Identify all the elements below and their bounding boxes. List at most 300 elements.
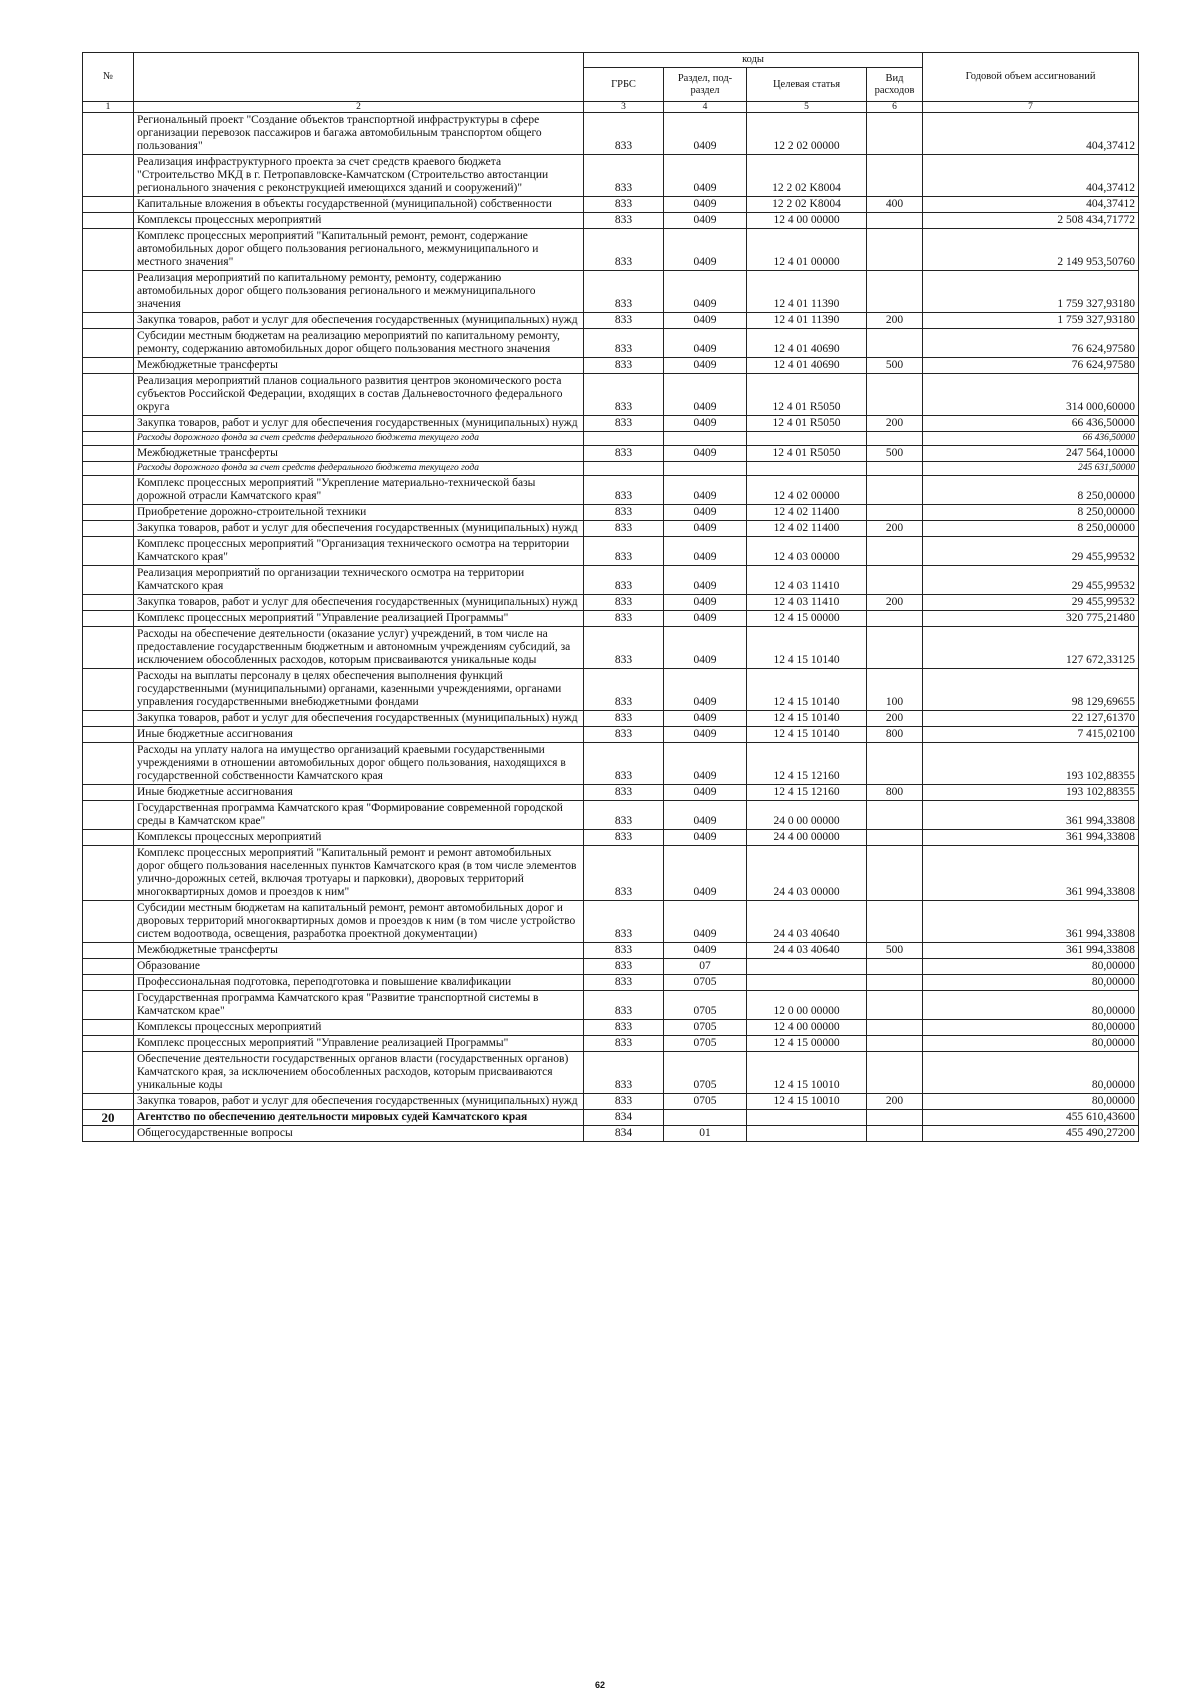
table-row [83, 785, 1139, 801]
grbs-code-cell: 834 [584, 1110, 664, 1126]
table-row [83, 595, 1139, 611]
target-article-cell: 12 2 02 K8004 [747, 197, 867, 213]
grbs-code-cell: 833 [584, 358, 664, 374]
expense-name-cell: Реализация мероприятий планов социального развития центров экономического роста субъектов Российской Федерации, входящих в состав Дальневосточного федерального округа [134, 374, 584, 416]
grbs-code-cell: 833 [584, 669, 664, 711]
annual-volume-cell: 8 250,00000 [923, 505, 1139, 521]
row-number-cell [83, 1052, 134, 1094]
section-code-cell: 01 [664, 1126, 747, 1142]
grbs-code-cell: 833 [584, 627, 664, 669]
expense-name-cell: Реализация мероприятий по капитальному ремонту, ремонту, содержанию автомобильных дорог общего пользования регионального и межмуниципального значения [134, 271, 584, 313]
header-num-3: 3 [584, 102, 664, 113]
expense-name-cell: Межбюджетные трансферты [134, 943, 584, 959]
expense-name-cell: Комплекс процессных мероприятий "Управление реализацией Программы" [134, 1036, 584, 1052]
expense-name-cell: Субсидии местным бюджетам на реализацию мероприятий по капитальному ремонту, ремонту, содержанию автомобильных дорог общего пользования местного значения [134, 329, 584, 358]
expense-name-cell: Закупка товаров, работ и услуг для обеспечения государственных (муниципальных) нужд [134, 313, 584, 329]
expense-kind-cell [867, 329, 923, 358]
section-code-cell: 0409 [664, 113, 747, 155]
grbs-code-cell: 833 [584, 595, 664, 611]
annual-volume-cell: 29 455,99532 [923, 595, 1139, 611]
target-article-cell: 12 0 00 00000 [747, 991, 867, 1020]
row-number-cell [83, 521, 134, 537]
target-article-cell: 12 4 15 12160 [747, 785, 867, 801]
section-code-cell: 0409 [664, 627, 747, 669]
row-number-cell [83, 229, 134, 271]
expense-kind-cell: 200 [867, 521, 923, 537]
row-number-cell [83, 611, 134, 627]
target-article-cell: 12 4 01 40690 [747, 329, 867, 358]
target-article-cell: 24 4 03 40640 [747, 901, 867, 943]
expense-name-cell: Комплекс процессных мероприятий "Управление реализацией Программы" [134, 611, 584, 627]
annual-volume-cell: 1 759 327,93180 [923, 271, 1139, 313]
expense-name-cell: Реализация мероприятий по организации технического осмотра на территории Камчатского края [134, 566, 584, 595]
expense-name-cell: Образование [134, 959, 584, 975]
expense-name-cell: Реализация инфраструктурного проекта за счет средств краевого бюджета "Строительство МКД в г. Петропавловске-Камчатском (Строительство автостанции регионального значения с реконструкцией имеющихся зданий и сооружений)" [134, 155, 584, 197]
target-article-cell [747, 1110, 867, 1126]
target-article-cell: 24 4 03 40640 [747, 943, 867, 959]
section-code-cell: 0409 [664, 374, 747, 416]
header-grbs: ГРБС [584, 68, 664, 102]
table-row [83, 446, 1139, 462]
annual-volume-cell: 8 250,00000 [923, 521, 1139, 537]
expense-kind-cell [867, 374, 923, 416]
table-body [83, 113, 1139, 1142]
row-number-cell [83, 595, 134, 611]
table-row [83, 113, 1139, 155]
grbs-code-cell: 833 [584, 711, 664, 727]
grbs-code-cell: 833 [584, 213, 664, 229]
expense-name-cell: Государственная программа Камчатского края "Формирование современной городской среды в Камчатском крае" [134, 801, 584, 830]
table-row [83, 1094, 1139, 1110]
table-row [83, 991, 1139, 1020]
expense-name-cell: Закупка товаров, работ и услуг для обеспечения государственных (муниципальных) нужд [134, 595, 584, 611]
target-article-cell: 12 4 00 00000 [747, 213, 867, 229]
row-number-cell [83, 1020, 134, 1036]
table-row [83, 229, 1139, 271]
target-article-cell: 12 4 01 11390 [747, 271, 867, 313]
grbs-code-cell: 833 [584, 975, 664, 991]
annual-volume-cell: 80,00000 [923, 975, 1139, 991]
row-number-cell [83, 329, 134, 358]
target-article-cell: 12 4 03 11410 [747, 595, 867, 611]
table-row [83, 537, 1139, 566]
section-code-cell: 0409 [664, 313, 747, 329]
grbs-code-cell: 833 [584, 901, 664, 943]
table-row [83, 374, 1139, 416]
annual-volume-cell: 29 455,99532 [923, 566, 1139, 595]
target-article-cell: 12 4 01 00000 [747, 229, 867, 271]
expense-kind-cell [867, 537, 923, 566]
table-row [83, 505, 1139, 521]
table-row [83, 743, 1139, 785]
table-row [83, 1052, 1139, 1094]
header-kind: Вид расходов [867, 68, 923, 102]
annual-volume-cell: 80,00000 [923, 959, 1139, 975]
target-article-cell: 12 4 01 40690 [747, 358, 867, 374]
row-number-cell [83, 959, 134, 975]
expense-kind-cell: 800 [867, 785, 923, 801]
header-section: Раздел, под-раздел [664, 68, 747, 102]
target-article-cell: 12 4 15 10140 [747, 711, 867, 727]
grbs-code-cell: 834 [584, 1126, 664, 1142]
row-number-cell [83, 432, 134, 446]
target-article-cell: 12 2 02 K8004 [747, 155, 867, 197]
annual-volume-cell: 76 624,97580 [923, 329, 1139, 358]
target-article-cell: 12 4 03 00000 [747, 537, 867, 566]
target-article-cell: 12 4 01 11390 [747, 313, 867, 329]
table-row [83, 271, 1139, 313]
section-code-cell: 0409 [664, 711, 747, 727]
expense-kind-cell [867, 476, 923, 505]
target-article-cell: 12 4 15 12160 [747, 743, 867, 785]
annual-volume-cell: 66 436,50000 [923, 416, 1139, 432]
header-num-4: 4 [664, 102, 747, 113]
expense-kind-cell: 200 [867, 416, 923, 432]
row-number-cell [83, 830, 134, 846]
annual-volume-cell: 361 994,33808 [923, 943, 1139, 959]
annual-volume-cell: 127 672,33125 [923, 627, 1139, 669]
expense-name-cell: Комплекс процессных мероприятий "Организация технического осмотра на территории Камчатского края" [134, 537, 584, 566]
grbs-code-cell: 833 [584, 313, 664, 329]
grbs-code-cell: 833 [584, 329, 664, 358]
annual-volume-cell: 320 775,21480 [923, 611, 1139, 627]
section-code-cell: 0409 [664, 727, 747, 743]
section-code-cell: 0409 [664, 446, 747, 462]
expense-kind-cell: 200 [867, 711, 923, 727]
expense-name-cell: Комплекс процессных мероприятий "Капитальный ремонт, ремонт, содержание автомобильных дорог общего пользования регионального, межмуниципального и местного значения" [134, 229, 584, 271]
annual-volume-cell: 404,37412 [923, 113, 1139, 155]
row-number-cell [83, 1126, 134, 1142]
annual-volume-cell: 1 759 327,93180 [923, 313, 1139, 329]
annual-volume-cell: 80,00000 [923, 1020, 1139, 1036]
section-code-cell: 07 [664, 959, 747, 975]
annual-volume-cell: 361 994,33808 [923, 901, 1139, 943]
row-number-cell: 20 [83, 1110, 134, 1126]
expense-name-cell: Субсидии местным бюджетам на капитальный ремонт, ремонт автомобильных дорог и дворовых территорий многоквартирных домов и проездов к ним (в том числе устройство систем водоотвода, освещения, разработка проектной документации) [134, 901, 584, 943]
annual-volume-cell: 80,00000 [923, 991, 1139, 1020]
grbs-code-cell: 833 [584, 943, 664, 959]
row-number-cell [83, 975, 134, 991]
row-number-cell [83, 537, 134, 566]
section-code-cell: 0409 [664, 416, 747, 432]
section-code-cell: 0409 [664, 943, 747, 959]
expense-kind-cell [867, 432, 923, 446]
section-code-cell: 0409 [664, 785, 747, 801]
table-row [83, 669, 1139, 711]
table-row [83, 432, 1139, 446]
expense-kind-cell [867, 959, 923, 975]
row-number-cell [83, 943, 134, 959]
target-article-cell: 12 4 15 10140 [747, 627, 867, 669]
expense-name-cell: Закупка товаров, работ и услуг для обеспечения государственных (муниципальных) нужд [134, 711, 584, 727]
expense-name-cell: Межбюджетные трансферты [134, 358, 584, 374]
grbs-code-cell: 833 [584, 801, 664, 830]
header-codes: коды [584, 53, 923, 68]
header-target: Целевая статья [747, 68, 867, 102]
budget-table [82, 52, 1139, 1142]
annual-volume-cell: 193 102,88355 [923, 785, 1139, 801]
annual-volume-cell: 2 508 434,71772 [923, 213, 1139, 229]
section-code-cell [664, 462, 747, 476]
section-code-cell: 0409 [664, 476, 747, 505]
expense-name-cell: Иные бюджетные ассигнования [134, 785, 584, 801]
expense-kind-cell [867, 975, 923, 991]
expense-kind-cell [867, 229, 923, 271]
table-row [83, 197, 1139, 213]
table-row [83, 611, 1139, 627]
grbs-code-cell: 833 [584, 743, 664, 785]
grbs-code-cell: 833 [584, 1020, 664, 1036]
table-row [83, 416, 1139, 432]
row-number-cell [83, 313, 134, 329]
expense-name-cell: Расходы на обеспечение деятельности (оказание услуг) учреждений, в том числе на предоставление государственным бюджетным и автономным учреждениям субсидий, за исключением обособленных расходов, которым присваиваются уникальные коды [134, 627, 584, 669]
table-row [83, 329, 1139, 358]
row-number-cell [83, 446, 134, 462]
target-article-cell: 12 4 01 R5050 [747, 416, 867, 432]
table-row [83, 1020, 1139, 1036]
grbs-code-cell: 833 [584, 991, 664, 1020]
expense-kind-cell [867, 566, 923, 595]
section-code-cell: 0705 [664, 1036, 747, 1052]
row-number-cell [83, 846, 134, 901]
expense-kind-cell [867, 801, 923, 830]
row-number-cell [83, 1036, 134, 1052]
target-article-cell: 12 4 02 11400 [747, 521, 867, 537]
document-page [82, 52, 1138, 1142]
table-row [83, 213, 1139, 229]
grbs-code-cell: 833 [584, 446, 664, 462]
expense-name-cell: Расходы дорожного фонда за счет средств федерального бюджета текущего года [134, 462, 584, 476]
expense-name-cell: Расходы дорожного фонда за счет средств федерального бюджета текущего года [134, 432, 584, 446]
table-row [83, 313, 1139, 329]
section-code-cell: 0705 [664, 991, 747, 1020]
annual-volume-cell: 361 994,33808 [923, 846, 1139, 901]
section-code-cell: 0409 [664, 669, 747, 711]
annual-volume-cell: 2 149 953,50760 [923, 229, 1139, 271]
grbs-code-cell: 833 [584, 566, 664, 595]
target-article-cell: 12 4 15 00000 [747, 611, 867, 627]
grbs-code-cell: 833 [584, 476, 664, 505]
expense-kind-cell [867, 113, 923, 155]
expense-name-cell: Комплексы процессных мероприятий [134, 1020, 584, 1036]
grbs-code-cell: 833 [584, 416, 664, 432]
expense-kind-cell: 100 [867, 669, 923, 711]
target-article-cell: 12 4 15 10140 [747, 727, 867, 743]
annual-volume-cell: 245 631,50000 [923, 462, 1139, 476]
annual-volume-cell: 80,00000 [923, 1036, 1139, 1052]
expense-kind-cell [867, 611, 923, 627]
annual-volume-cell: 404,37412 [923, 155, 1139, 197]
expense-kind-cell [867, 1126, 923, 1142]
table-row [83, 1110, 1139, 1126]
annual-volume-cell: 455 490,27200 [923, 1126, 1139, 1142]
expense-kind-cell: 500 [867, 358, 923, 374]
section-code-cell: 0705 [664, 1020, 747, 1036]
row-number-cell [83, 462, 134, 476]
section-code-cell: 0409 [664, 801, 747, 830]
target-article-cell: 12 4 01 R5050 [747, 374, 867, 416]
table-row [83, 462, 1139, 476]
section-code-cell: 0409 [664, 229, 747, 271]
section-code-cell: 0409 [664, 566, 747, 595]
section-code-cell: 0409 [664, 830, 747, 846]
table-row [83, 959, 1139, 975]
target-article-cell [747, 432, 867, 446]
expense-kind-cell: 800 [867, 727, 923, 743]
row-number-cell [83, 669, 134, 711]
grbs-code-cell: 833 [584, 959, 664, 975]
target-article-cell: 24 4 03 00000 [747, 846, 867, 901]
grbs-code-cell: 833 [584, 374, 664, 416]
expense-name-cell: Закупка товаров, работ и услуг для обеспечения государственных (муниципальных) нужд [134, 416, 584, 432]
section-code-cell: 0409 [664, 213, 747, 229]
section-code-cell: 0409 [664, 537, 747, 566]
target-article-cell [747, 462, 867, 476]
table-row [83, 358, 1139, 374]
row-number-cell [83, 727, 134, 743]
row-number-cell [83, 374, 134, 416]
row-number-cell [83, 505, 134, 521]
expense-name-cell: Общегосударственные вопросы [134, 1126, 584, 1142]
header-num-2: 2 [134, 102, 584, 113]
table-row [83, 1036, 1139, 1052]
grbs-code-cell: 833 [584, 537, 664, 566]
table-row [83, 727, 1139, 743]
table-row [83, 943, 1139, 959]
row-number-cell [83, 743, 134, 785]
expense-name-cell: Закупка товаров, работ и услуг для обеспечения государственных (муниципальных) нужд [134, 1094, 584, 1110]
expense-kind-cell [867, 846, 923, 901]
expense-kind-cell [867, 991, 923, 1020]
annual-volume-cell: 80,00000 [923, 1094, 1139, 1110]
section-code-cell: 0705 [664, 1052, 747, 1094]
expense-kind-cell: 500 [867, 943, 923, 959]
target-article-cell: 12 2 02 00000 [747, 113, 867, 155]
annual-volume-cell: 7 415,02100 [923, 727, 1139, 743]
annual-volume-cell: 193 102,88355 [923, 743, 1139, 785]
section-code-cell: 0409 [664, 743, 747, 785]
expense-name-cell: Комплекс процессных мероприятий "Капитальный ремонт и ремонт автомобильных дорог общего пользования населенных пунктов Камчатского края (в том числе элементов улично-дорожных сетей, включая тротуары и парковки), дворовых территорий многоквартирных домов и проездов к ним" [134, 846, 584, 901]
target-article-cell [747, 1126, 867, 1142]
grbs-code-cell [584, 432, 664, 446]
section-code-cell: 0409 [664, 611, 747, 627]
target-article-cell [747, 975, 867, 991]
grbs-code-cell [584, 462, 664, 476]
expense-kind-cell: 200 [867, 313, 923, 329]
expense-name-cell: Агентство по обеспечению деятельности мировых судей Камчатского края [134, 1110, 584, 1126]
table-row [83, 566, 1139, 595]
grbs-code-cell: 833 [584, 113, 664, 155]
expense-kind-cell [867, 1052, 923, 1094]
expense-kind-cell [867, 1020, 923, 1036]
expense-kind-cell [867, 462, 923, 476]
table-row [83, 901, 1139, 943]
annual-volume-cell: 80,00000 [923, 1052, 1139, 1094]
target-article-cell: 12 4 15 00000 [747, 1036, 867, 1052]
table-row [83, 846, 1139, 901]
row-number-cell [83, 901, 134, 943]
target-article-cell [747, 959, 867, 975]
expense-name-cell: Закупка товаров, работ и услуг для обеспечения государственных (муниципальных) нужд [134, 521, 584, 537]
expense-kind-cell: 200 [867, 1094, 923, 1110]
annual-volume-cell: 314 000,60000 [923, 374, 1139, 416]
header-num-6: 6 [867, 102, 923, 113]
header-num-1: 1 [83, 102, 134, 113]
expense-name-cell: Приобретение дорожно-строительной техники [134, 505, 584, 521]
expense-name-cell: Государственная программа Камчатского края "Развитие транспортной системы в Камчатском крае" [134, 991, 584, 1020]
expense-kind-cell [867, 743, 923, 785]
target-article-cell: 24 0 00 00000 [747, 801, 867, 830]
expense-kind-cell [867, 830, 923, 846]
header-name [134, 53, 584, 102]
expense-kind-cell [867, 627, 923, 669]
header-num-5: 5 [747, 102, 867, 113]
grbs-code-cell: 833 [584, 846, 664, 901]
expense-name-cell: Обеспечение деятельности государственных органов власти (государственных органов) Камчатского края, за исключением обособленных расходов, которым присваиваются уникальные коды [134, 1052, 584, 1094]
expense-name-cell: Межбюджетные трансферты [134, 446, 584, 462]
table-row [83, 711, 1139, 727]
expense-name-cell: Комплексы процессных мероприятий [134, 830, 584, 846]
row-number-cell [83, 476, 134, 505]
row-number-cell [83, 1094, 134, 1110]
expense-kind-cell [867, 155, 923, 197]
row-number-cell [83, 785, 134, 801]
expense-kind-cell [867, 271, 923, 313]
section-code-cell: 0409 [664, 329, 747, 358]
expense-name-cell: Капитальные вложения в объекты государственной (муниципальной) собственности [134, 197, 584, 213]
grbs-code-cell: 833 [584, 1036, 664, 1052]
expense-name-cell: Профессиональная подготовка, переподготовка и повышение квалификации [134, 975, 584, 991]
grbs-code-cell: 833 [584, 521, 664, 537]
annual-volume-cell: 247 564,10000 [923, 446, 1139, 462]
annual-volume-cell: 404,37412 [923, 197, 1139, 213]
section-code-cell: 0409 [664, 595, 747, 611]
target-article-cell: 12 4 15 10140 [747, 669, 867, 711]
target-article-cell: 12 4 01 R5050 [747, 446, 867, 462]
expense-name-cell: Иные бюджетные ассигнования [134, 727, 584, 743]
expense-kind-cell [867, 1110, 923, 1126]
section-code-cell [664, 432, 747, 446]
table-row [83, 1126, 1139, 1142]
section-code-cell: 0409 [664, 197, 747, 213]
row-number-cell [83, 566, 134, 595]
table-row [83, 155, 1139, 197]
target-article-cell: 12 4 02 11400 [747, 505, 867, 521]
annual-volume-cell: 22 127,61370 [923, 711, 1139, 727]
expense-kind-cell: 500 [867, 446, 923, 462]
expense-kind-cell [867, 1036, 923, 1052]
section-code-cell: 0705 [664, 1094, 747, 1110]
target-article-cell: 12 4 02 00000 [747, 476, 867, 505]
expense-name-cell: Расходы на уплату налога на имущество организаций краевыми государственными учреждениями в отношении автомобильных дорог общего пользования, находящихся в государственной собственности Камчатского края [134, 743, 584, 785]
row-number-cell [83, 416, 134, 432]
grbs-code-cell: 833 [584, 271, 664, 313]
section-code-cell: 0409 [664, 521, 747, 537]
expense-kind-cell [867, 505, 923, 521]
expense-name-cell: Комплекс процессных мероприятий "Укрепление материально-технической базы дорожной отрасли Камчатского края" [134, 476, 584, 505]
header-num-7: 7 [923, 102, 1139, 113]
expense-kind-cell [867, 901, 923, 943]
row-number-cell [83, 271, 134, 313]
row-number-cell [83, 197, 134, 213]
grbs-code-cell: 833 [584, 229, 664, 271]
row-number-cell [83, 801, 134, 830]
table-row [83, 975, 1139, 991]
annual-volume-cell: 361 994,33808 [923, 830, 1139, 846]
row-number-cell [83, 155, 134, 197]
expense-name-cell: Расходы на выплаты персоналу в целях обеспечения выполнения функций государственными (муниципальными) органами, казенными учреждениями, органами управления государственными внебюджетными фондами [134, 669, 584, 711]
row-number-cell [83, 358, 134, 374]
